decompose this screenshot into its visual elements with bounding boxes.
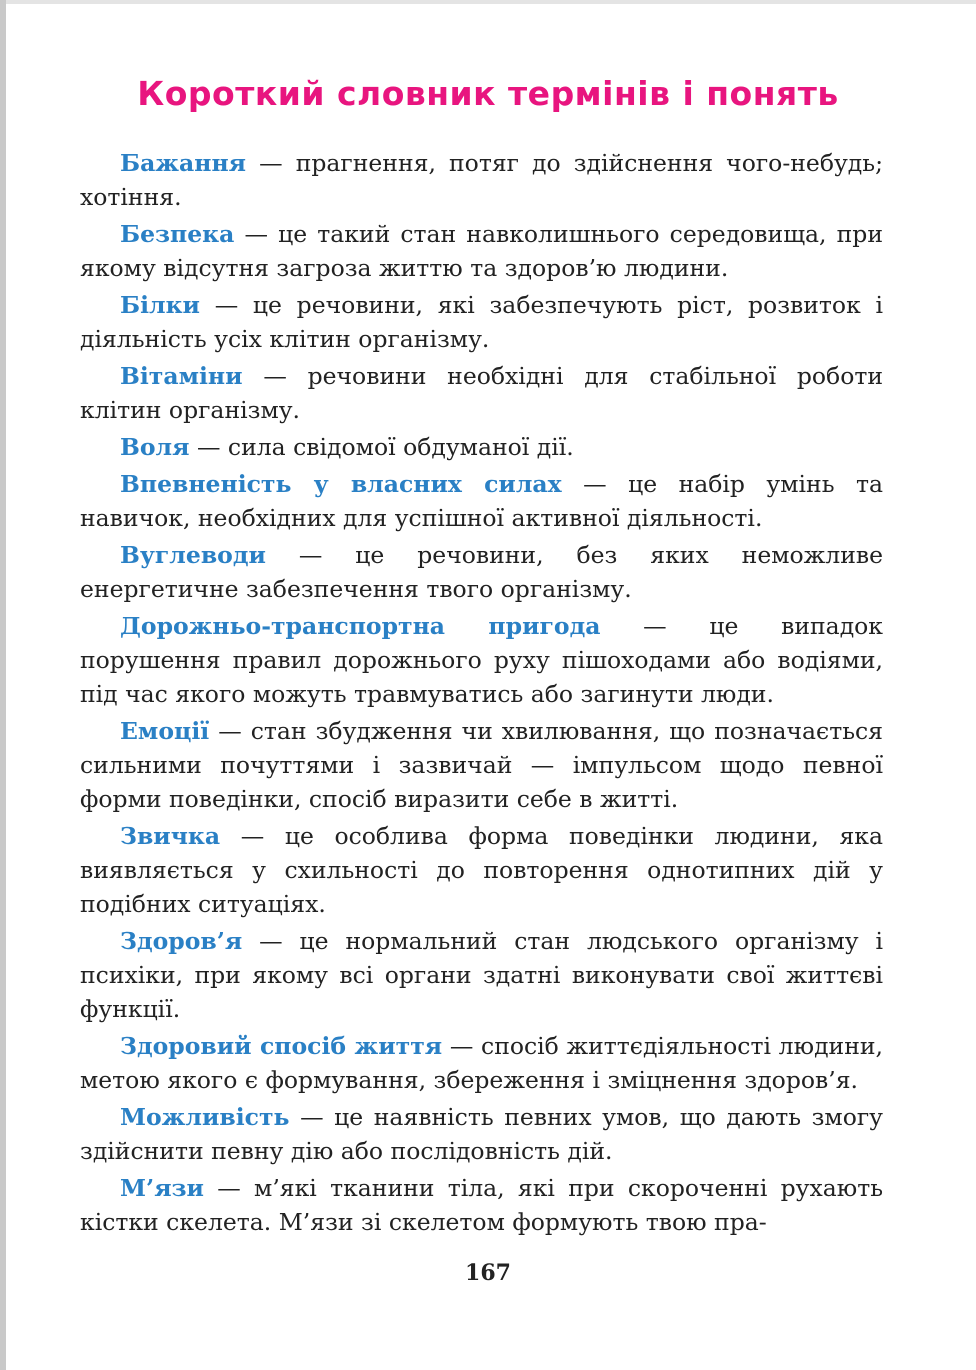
glossary-entry [80,217,883,285]
glossary-entry [80,359,883,427]
glossary-term: Можливість [120,1103,290,1131]
glossary-entry [80,1029,883,1097]
glossary-entry [80,819,883,921]
glossary-definition: — це речовини, які забезпечують ріст, розвиток і діяльність усіх клітин організму. [80,291,883,353]
glossary-definition: — сила свідомої обдуманої дії. [189,433,574,461]
glossary-term: Впевненість у власних силах [120,470,562,498]
glossary-term: Безпека [120,220,235,248]
glossary-definition: — це нормальний стан людського організму і психіки, при якому всі органи здатні виконувати свої життєві функції. [80,927,883,1023]
glossary-term: Вуглеводи [120,541,266,569]
glossary-definition: — м’які тканини тіла, які при скороченні рухають кістки скелета. М’язи зі скелетом формують твою пра- [80,1174,883,1236]
glossary-definition: — це особлива форма поведінки людини, яка виявляється у схильності до повторення однотипних дій у подібних ситуаціях. [80,822,883,918]
glossary-term: Емоції [120,717,210,745]
glossary-definition: — це набір умінь та навичок, необхідних для успішної активної діяльності. [80,470,883,532]
glossary-entry [80,714,883,816]
glossary-definition: — це речовини, без яких неможливе енергетичне забезпечення твого організму. [80,541,883,603]
glossary-definition: — це випадок порушення правил дорожнього руху пішоходами або водіями, під час якого можуть травмуватись або загинути люди. [80,612,883,708]
glossary-term: Вітаміни [120,362,243,390]
glossary-entry [80,1171,883,1239]
glossary-list [80,146,883,1242]
glossary-entry [80,924,883,1026]
glossary-entry [80,467,883,535]
glossary-term: Дорожньо-транспортна пригода [120,612,601,640]
glossary-definition: — це наявність певних умов, що дають змогу здійснити певну дію або послідовність дій. [80,1103,883,1165]
glossary-definition: — речовини необхідні для стабільної роботи клітин організму. [80,362,883,424]
glossary-entry [80,538,883,606]
glossary-definition: — стан збудження чи хвилювання, що позначається сильними почуттями і зазвичай — імпульсом щодо певної форми поведінки, спосіб виразити себе в житті. [80,717,883,813]
glossary-entry [80,288,883,356]
glossary-entry [80,609,883,711]
page-left-edge [0,0,6,1370]
glossary-term: Здоровий спосіб життя [120,1032,443,1060]
glossary-term: Бажання [120,149,247,177]
glossary-entry [80,146,883,214]
glossary-definition: — прагнення, потяг до здійснення чого-небудь; хотіння. [80,149,883,211]
glossary-entry [80,430,883,464]
glossary-term: Білки [120,291,200,319]
page-top-edge [0,0,976,4]
glossary-term: М’язи [120,1174,204,1202]
glossary-term: Здоров’я [120,927,243,955]
glossary-term: Звичка [120,822,221,850]
page-title: Короткий словник термінів і понять [137,74,839,113]
page-number: 167 [465,1260,511,1286]
glossary-definition: — спосіб життєдіяльності людини, метою якого є формування, збереження і зміцнення здоров’я. [80,1032,883,1094]
glossary-entry [80,1100,883,1168]
glossary-definition: — це такий стан навколишнього середовища, при якому відсутня загроза життю та здоров’ю людини. [80,220,883,282]
glossary-term: Воля [120,433,190,461]
